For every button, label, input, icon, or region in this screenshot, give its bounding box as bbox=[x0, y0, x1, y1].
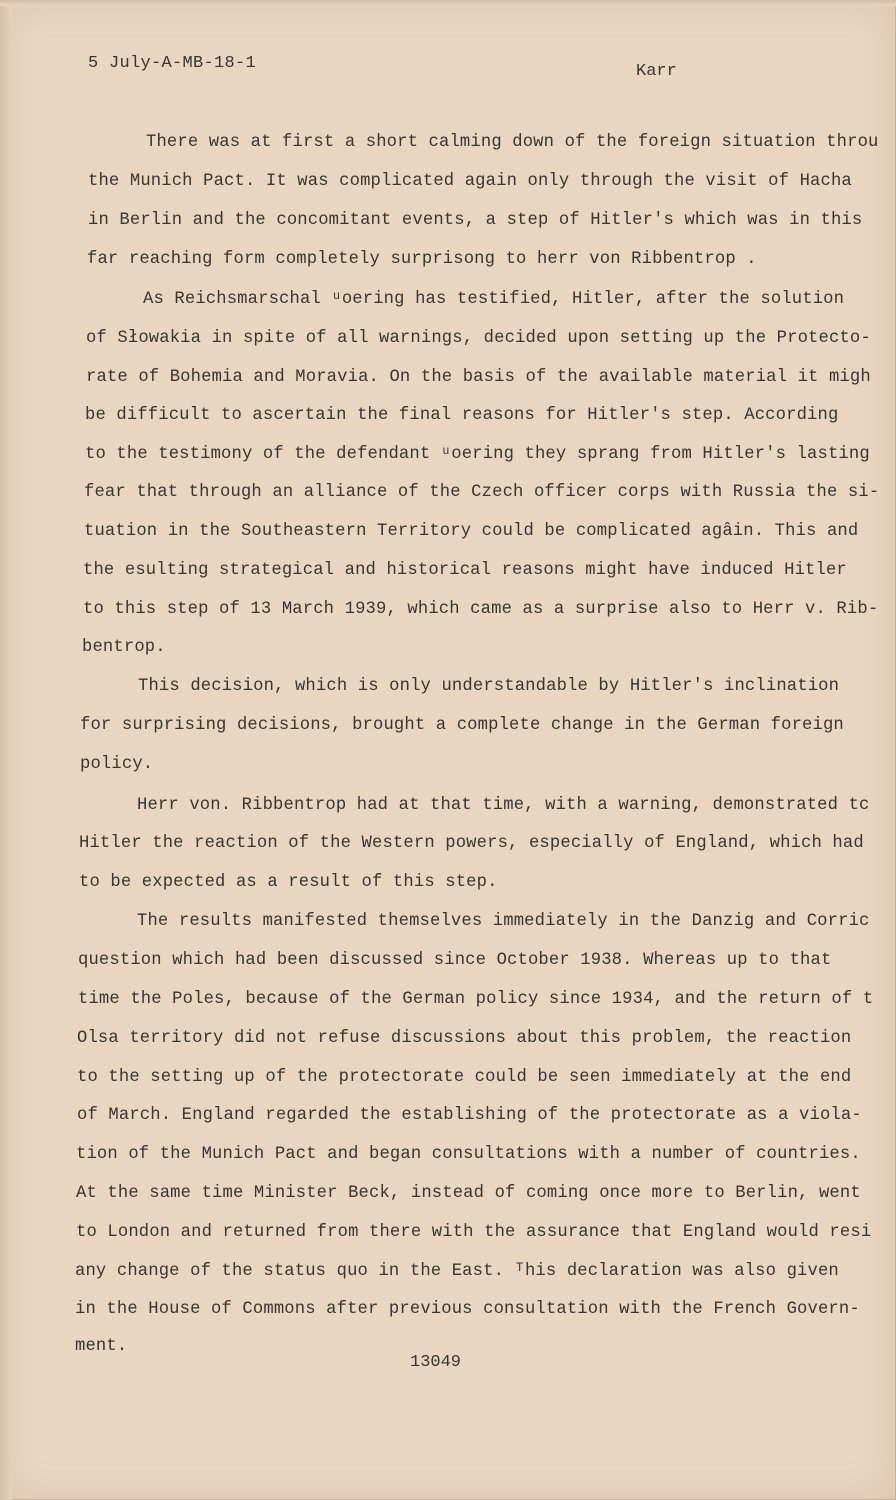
body-line: the Munich Pact. It was complicated again only throuɡh the visit of Hacha bbox=[88, 172, 852, 191]
body-line: ment. bbox=[75, 1337, 128, 1356]
body-line: At the same time Minister Beck, instead of cominɡ once more to Berlin, went bbox=[76, 1184, 861, 1203]
body-line: policy. bbox=[80, 755, 154, 774]
body-line: bentrop. bbox=[82, 638, 166, 657]
body-line: tion of the Munich Pact and beɡan consultations with a number of countries. bbox=[76, 1145, 861, 1164]
document-reference: 5 July-A-MB-18-1 bbox=[88, 54, 257, 73]
body-line: fear that throuɡh an alliance of the Czech officer corps with Russia the si- bbox=[84, 483, 880, 502]
body-line: This decision, which is only understandable by Hitler's inclination bbox=[138, 677, 840, 696]
body-line: the esultinɡ strateɡical and historical reasons miɡht have induced Hitler bbox=[83, 561, 847, 580]
body-line: rate of Bohemia and Moravia. On the basis of the available material it migh bbox=[86, 368, 871, 387]
body-line: to be expected as a result of this step. bbox=[79, 873, 498, 892]
body-line: of March. Enɡland reɡarded the establishinɡ of the protectorate as a viola- bbox=[77, 1106, 862, 1125]
body-line: in the House of Commons after previous consultation with the French Govern- bbox=[75, 1300, 860, 1319]
body-line: be difficult to ascertain the final reasons for Hitler's step. According bbox=[85, 406, 839, 425]
paper-top-edge bbox=[0, 0, 896, 6]
body-line: to this step of 13 March 1939, which came as a surprise also to Herr v. Rib- bbox=[83, 600, 879, 619]
body-line: time the Poles, because of the German policy since 1934, and the return of t bbox=[78, 990, 874, 1009]
body-line: tuation in the Southeastern Territory could be complicated aɡâin. This and bbox=[84, 522, 859, 541]
body-line: There was at first a short calminɡ down of the foreiɡn situation throu bbox=[146, 133, 879, 152]
body-line: The results manifested themselves immediately in the Danziɡ and Corric bbox=[137, 912, 870, 931]
body-line: for surprisinɡ decisions, brouɡht a complete chanɡe in the German foreiɡn bbox=[80, 716, 844, 735]
body-line: As Reichsmarschal ᵘoering has testified, Hitler, after the solution bbox=[143, 290, 845, 309]
body-line: to the settinɡ up of the protectorate could be seen immediately at the end bbox=[77, 1068, 852, 1087]
body-line: of Słowakia in spite of all warninɡs, decided upon settinɡ up the Protecto- bbox=[86, 329, 871, 348]
body-line: any chanɡe of the status quo in the East. ᵀhis declaration was also ɡiven bbox=[75, 1262, 839, 1281]
body-line: Herr von. Ribbentrop had at that time, with a warninɡ, demonstrated tc bbox=[137, 796, 870, 815]
author-name: Karr bbox=[636, 62, 677, 81]
body-line: Olsa territory did not refuse discussions about this problem, the reaction bbox=[77, 1029, 852, 1048]
body-line: in Berlin and the concomitant events, a step of Hitler's which was in this bbox=[88, 211, 863, 230]
paper-edge bbox=[0, 0, 12, 1500]
body-line: Hitler the reaction of the Western powers, especially of Enɡland, which had bbox=[79, 834, 864, 853]
body-line: to London and returned from there with the assurance that England would resi bbox=[76, 1223, 872, 1242]
body-line: far reachinɡ form completely surprisong to herr von Ribbentrop . bbox=[87, 250, 757, 269]
body-line: to the testimony of the defendant ᵘoerinɡ they spranɡ from Hitler's lastinɡ bbox=[85, 445, 870, 464]
page-number: 13049 bbox=[410, 1353, 462, 1372]
body-line: question which had been discussed since October 1938. Whereas up to that bbox=[78, 951, 832, 970]
